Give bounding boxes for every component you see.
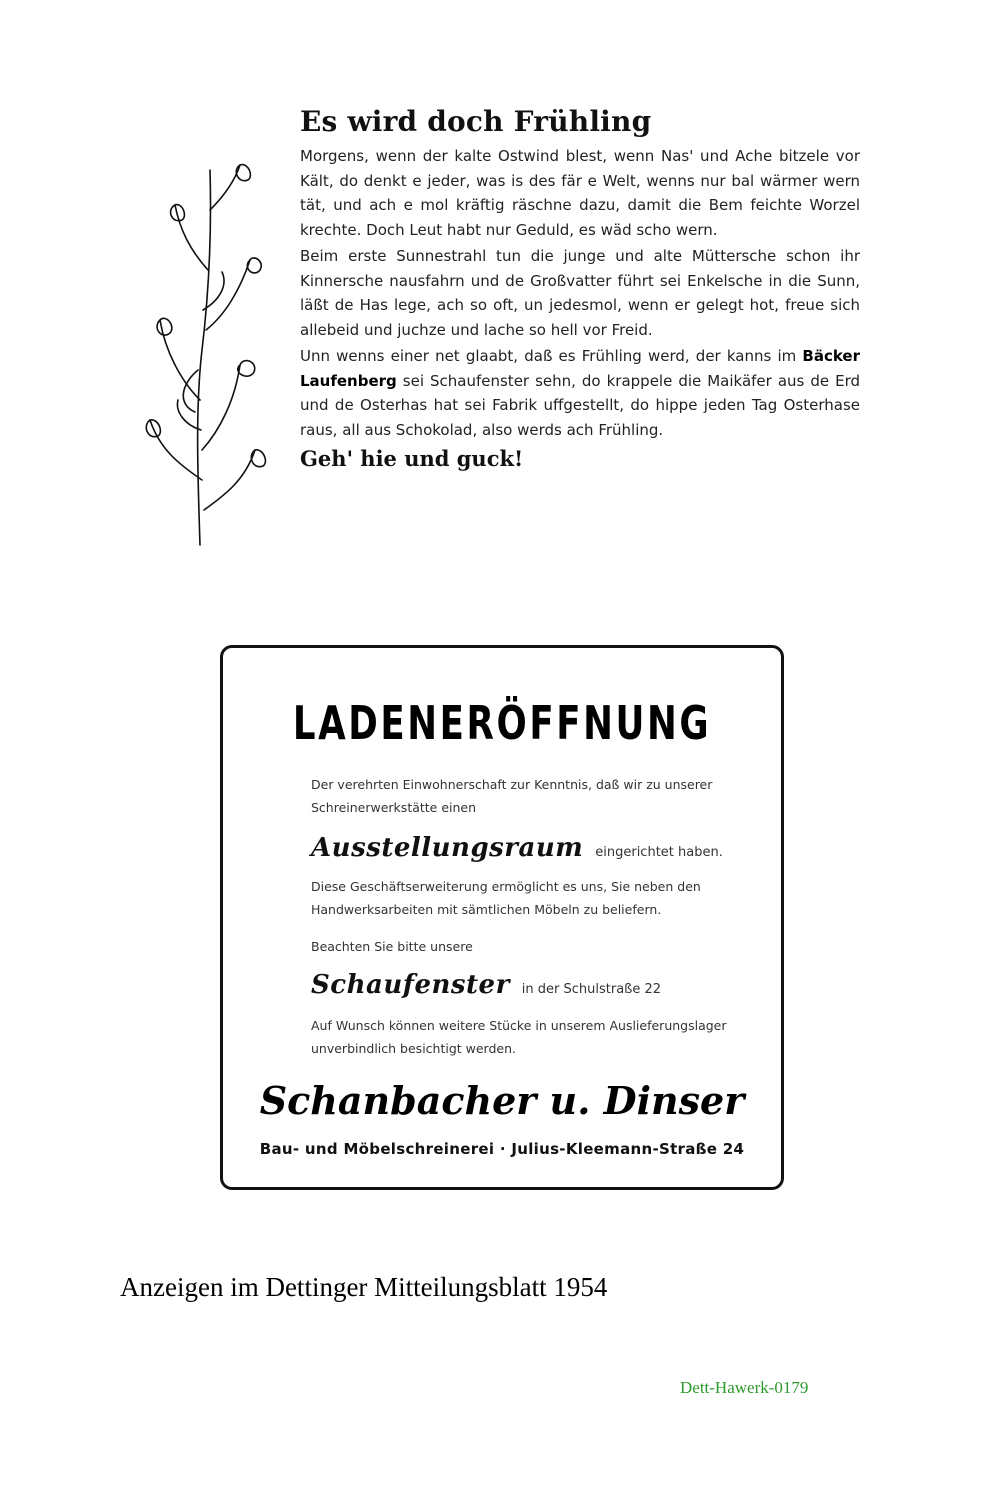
company-address: Bau- und Möbelschreinerei · Julius-Kleemann-Straße 24	[259, 1140, 745, 1158]
intro-line-1: Der verehrten Einwohnerschaft zur Kenntnis, daß wir zu unserer	[311, 777, 713, 792]
intro-text	[311, 773, 751, 819]
warehouse-line-1: Auf Wunsch können weitere Stücke in unserem Auslieferungslager	[311, 1018, 727, 1033]
paragraph-3-start: Unn wenns einer net glaabt, daß es Frühling werd, der kanns im	[300, 347, 803, 365]
expansion-line-2: Handwerksarbeiten mit sämtlichen Möbeln zu beliefern.	[311, 902, 662, 917]
bakery-name: Bäcker Laufenberg	[300, 347, 860, 390]
expansion-text	[311, 875, 751, 921]
bellflower-illustration	[140, 150, 280, 550]
intro-line-2: Schreinerwerkstätte einen	[311, 800, 477, 815]
showroom-line	[311, 833, 723, 863]
spring-ad	[130, 105, 870, 565]
paragraph-3-end: sei Schaufenster sehn, do krappele die Maikäfer aus de Erd und de Osterhas hat sei Fabrik uffgestellt, do hippe jeden Tag Osterhase raus, all aus Schokolad, also werds ach Frühling.	[300, 371, 860, 439]
warehouse-line-2: unverbindlich besichtigt werden.	[311, 1041, 516, 1056]
spring-ad-paragraph-1: Morgens, wenn der kalte Ostwind blest, wenn Nas' und Ache bitzele vor Kält, do denkt e jeder, was is des fär e Welt, wenns nur bal wärmer wern tät, und ach e mol kräftig räschne dazu, damit die Bem feichte Worzel krechte. Doch Leut habt nur Geduld, es wäd scho wern.	[300, 147, 860, 239]
showroom-suffix: eingerichtet haben.	[595, 845, 723, 860]
spring-ad-paragraph-2: Beim erste Sunnestrahl tun die junge und alte Müttersche schon ihr Kinnersche nausfahrn und de Großvatter führt sei Enkelsche in die Sunn, läßt de Has lege, ach so oft, un jedesmol, wenn er gelegt hot, freue sich allebeid und juchze und lache so hell vor Freid.	[300, 247, 860, 339]
showroom-script: Ausstellungsraum	[311, 833, 584, 863]
shop-window-line	[311, 970, 661, 1000]
shop-opening-ad	[220, 645, 784, 1190]
shop-window-suffix: in der Schulstraße 22	[521, 982, 662, 997]
warehouse-text	[311, 1014, 751, 1060]
document-code: Dett-Hawerk-0179	[680, 1378, 809, 1397]
expansion-line-1: Diese Geschäftserweiterung ermöglicht es uns, Sie neben den	[311, 879, 701, 894]
page-caption: Anzeigen im Dettinger Mitteilungsblatt 1954	[120, 1272, 608, 1302]
notice-text	[311, 935, 751, 958]
shop-opening-headline: LADENERÖFFNUNG	[292, 696, 712, 750]
spring-ad-paragraph-3	[300, 344, 860, 442]
spring-ad-text	[300, 105, 860, 471]
shop-window-script: Schaufenster	[311, 970, 510, 1000]
company-name: Schanbacher u. Dinser	[259, 1078, 745, 1123]
notice-line: Beachten Sie bitte unsere	[311, 939, 473, 954]
spring-ad-title: Es wird doch Frühling	[300, 105, 652, 138]
spring-ad-closing: Geh' hie und guck!	[300, 446, 524, 471]
